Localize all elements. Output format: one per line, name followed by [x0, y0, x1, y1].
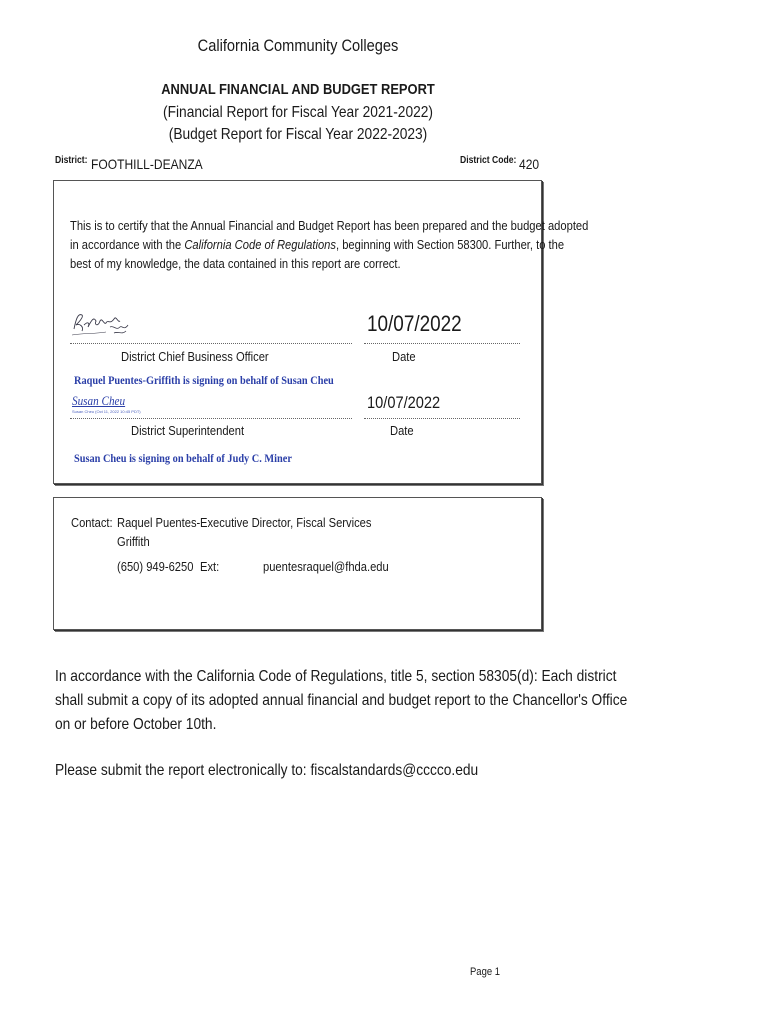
- contact-phone: (650) 949-6250: [117, 559, 194, 574]
- superintendent-role-label: District Superintendent: [131, 423, 245, 438]
- superintendent-signed-date: 10/07/2022: [367, 393, 441, 412]
- cbo-date-label: Date: [392, 349, 416, 364]
- financial-report-year: (Financial Report for Fiscal Year 2021-2022): [162, 104, 433, 121]
- contact-ext-label: Ext:: [200, 559, 220, 574]
- superintendent-signature-detail: Susan Cheu (Oct 11, 2022 10:45 PDT): [72, 409, 141, 414]
- certification-line-2-post: , beginning with Section 58300. Further, to the: [335, 237, 565, 252]
- contact-title: Executive Director, Fiscal Services: [200, 515, 372, 530]
- contact-email: puentesraquel@fhda.edu: [263, 559, 389, 574]
- ccr-italic-text: California Code of Regulations: [184, 237, 336, 252]
- certification-line-1: This is to certify that the Annual Financial and Budget Report has been prepared and the budget adopted: [70, 218, 589, 233]
- district-label: District:: [55, 155, 88, 166]
- submit-instructions: Please submit the report electronically to: fiscalstandards@cccco.edu: [55, 762, 479, 779]
- superintendent-signature: [72, 393, 141, 414]
- cbo-behalf-note: Raquel Puentes-Griffith is signing on behalf of Susan Cheu: [74, 373, 334, 387]
- superintendent-signature-name: Susan Cheu: [72, 393, 126, 408]
- contact-name-line-2: Griffith: [117, 534, 150, 549]
- superintendent-signature-line: [70, 418, 352, 419]
- contact-name-line-1: Raquel Puentes-: [117, 515, 201, 530]
- notice-line-3: on or before October 10th.: [55, 716, 217, 733]
- cbo-signature-image: [70, 307, 132, 339]
- superintendent-date-label: Date: [390, 423, 414, 438]
- cbo-date-line: [364, 343, 520, 344]
- certification-line-2: [70, 237, 564, 252]
- cbo-signed-date: 10/07/2022: [367, 311, 462, 336]
- certification-line-2-pre: in accordance with the: [70, 237, 185, 252]
- certification-line-3: best of my knowledge, the data contained in this report are correct.: [70, 256, 401, 271]
- district-name: FOOTHILL-DEANZA: [91, 156, 203, 172]
- superintendent-date-line: [364, 418, 520, 419]
- contact-label: Contact:: [71, 515, 113, 530]
- page-number: Page 1: [470, 966, 500, 978]
- district-code-label: District Code:: [460, 155, 517, 166]
- cbo-role-label: District Chief Business Officer: [121, 349, 269, 364]
- organization-name: California Community Colleges: [197, 36, 399, 55]
- budget-report-year: (Budget Report for Fiscal Year 2022-2023): [168, 126, 428, 143]
- notice-line-1: In accordance with the California Code of Regulations, title 5, section 58305(d): Each district: [55, 668, 617, 685]
- cbo-signature-line: [70, 343, 352, 344]
- district-code: 420: [519, 156, 540, 172]
- report-title: ANNUAL FINANCIAL AND BUDGET REPORT: [161, 81, 435, 98]
- notice-line-2: shall submit a copy of its adopted annual financial and budget report to the Chancellor's Office: [55, 692, 628, 709]
- superintendent-behalf-note: Susan Cheu is signing on behalf of Judy C. Miner: [74, 451, 292, 465]
